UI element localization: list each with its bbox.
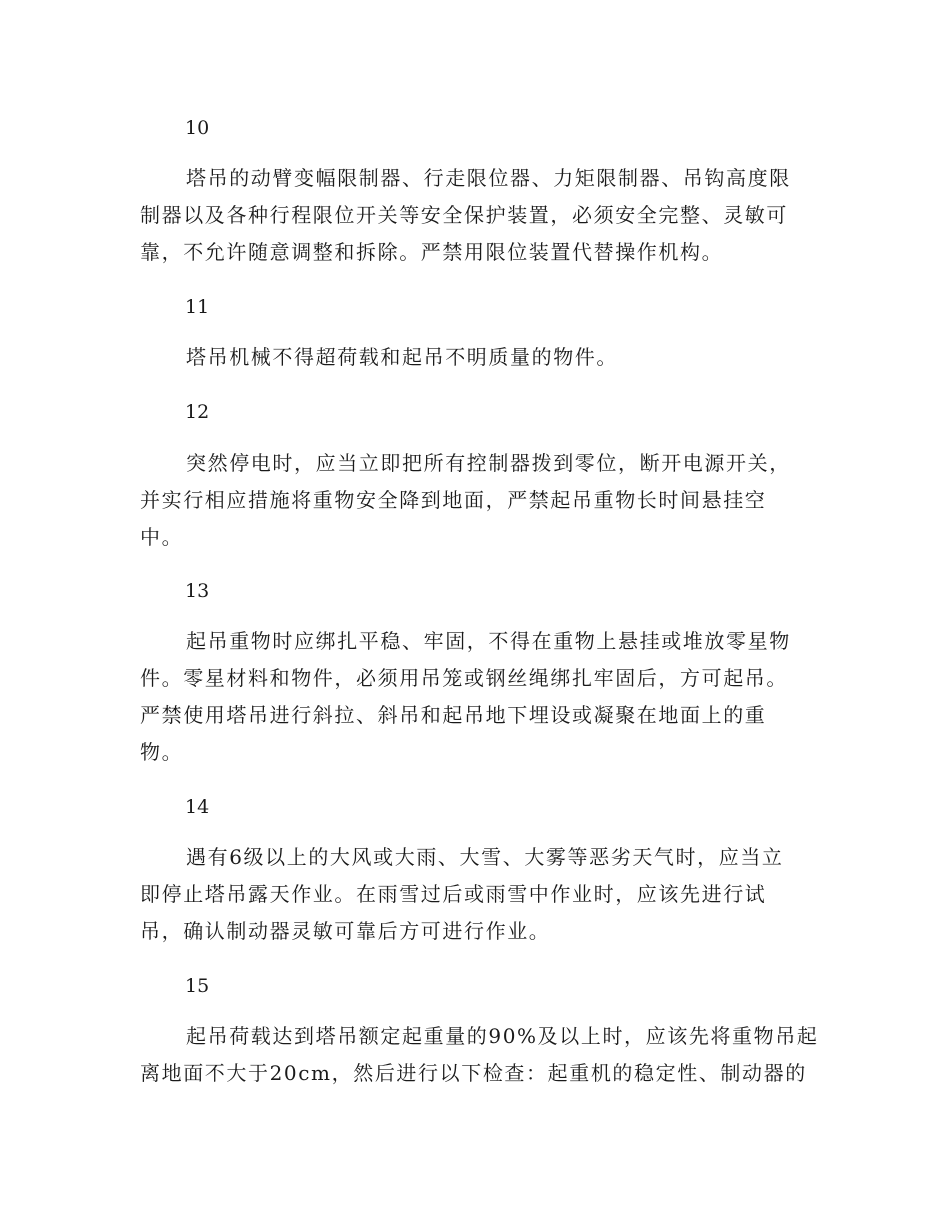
section-paragraph-12 [140, 445, 820, 556]
section-number-12: 12 [185, 401, 210, 423]
paragraph-line: 严禁使用塔吊进行斜拉、斜吊和起吊地下埋设或凝聚在地面上的重 [140, 703, 767, 727]
section-number-15: 15 [185, 975, 210, 997]
paragraph-line: 离地面不大于20cm，然后进行以下检查：起重机的稳定性、制动器的 [140, 1061, 807, 1085]
section-paragraph-15 [140, 1018, 820, 1092]
paragraph-line: 并实行相应措施将重物安全降到地面，严禁起吊重物长时间悬挂空 [140, 488, 767, 512]
paragraph-line: 靠，不允许随意调整和拆除。严禁用限位装置代替操作机构。 [140, 240, 724, 264]
section-paragraph-14 [140, 839, 820, 950]
paragraph-line: 起吊重物时应绑扎平稳、牢固，不得在重物上悬挂或堆放零星物 [186, 629, 791, 653]
section-paragraph-10 [140, 160, 820, 271]
paragraph-line: 塔吊的动臂变幅限制器、行走限位器、力矩限制器、吊钩高度限 [186, 166, 791, 190]
section-number-13: 13 [185, 580, 210, 602]
section-number-14: 14 [185, 796, 210, 818]
paragraph-line: 吊，确认制动器灵敏可靠后方可进行作业。 [140, 919, 551, 943]
paragraph-line: 中。 [140, 525, 184, 549]
paragraph-line: 起吊荷载达到塔吊额定起重量的90%及以上时，应该先将重物吊起 [186, 1024, 819, 1048]
paragraph-line: 件。零星材料和物件，必须用吊笼或钢丝绳绑扎牢固后，方可起吊。 [140, 666, 788, 690]
section-paragraph-13 [140, 623, 820, 771]
section-number-11: 11 [185, 296, 210, 318]
section-number-10: 10 [185, 117, 210, 139]
paragraph-line: 遇有6级以上的大风或大雨、大雪、大雾等恶劣天气时，应当立 [186, 845, 784, 869]
paragraph-line: 物。 [140, 740, 184, 764]
paragraph-line: 制器以及各种行程限位开关等安全保护装置，必须安全完整、灵敏可 [140, 203, 788, 227]
paragraph-line: 突然停电时，应当立即把所有控制器拨到零位，断开电源开关， [186, 451, 791, 475]
section-paragraph-11 [140, 339, 820, 376]
paragraph-line: 即停止塔吊露天作业。在雨雪过后或雨雪中作业时，应该先进行试 [140, 882, 767, 906]
paragraph-line: 塔吊机械不得超荷载和起吊不明质量的物件。 [186, 345, 618, 369]
